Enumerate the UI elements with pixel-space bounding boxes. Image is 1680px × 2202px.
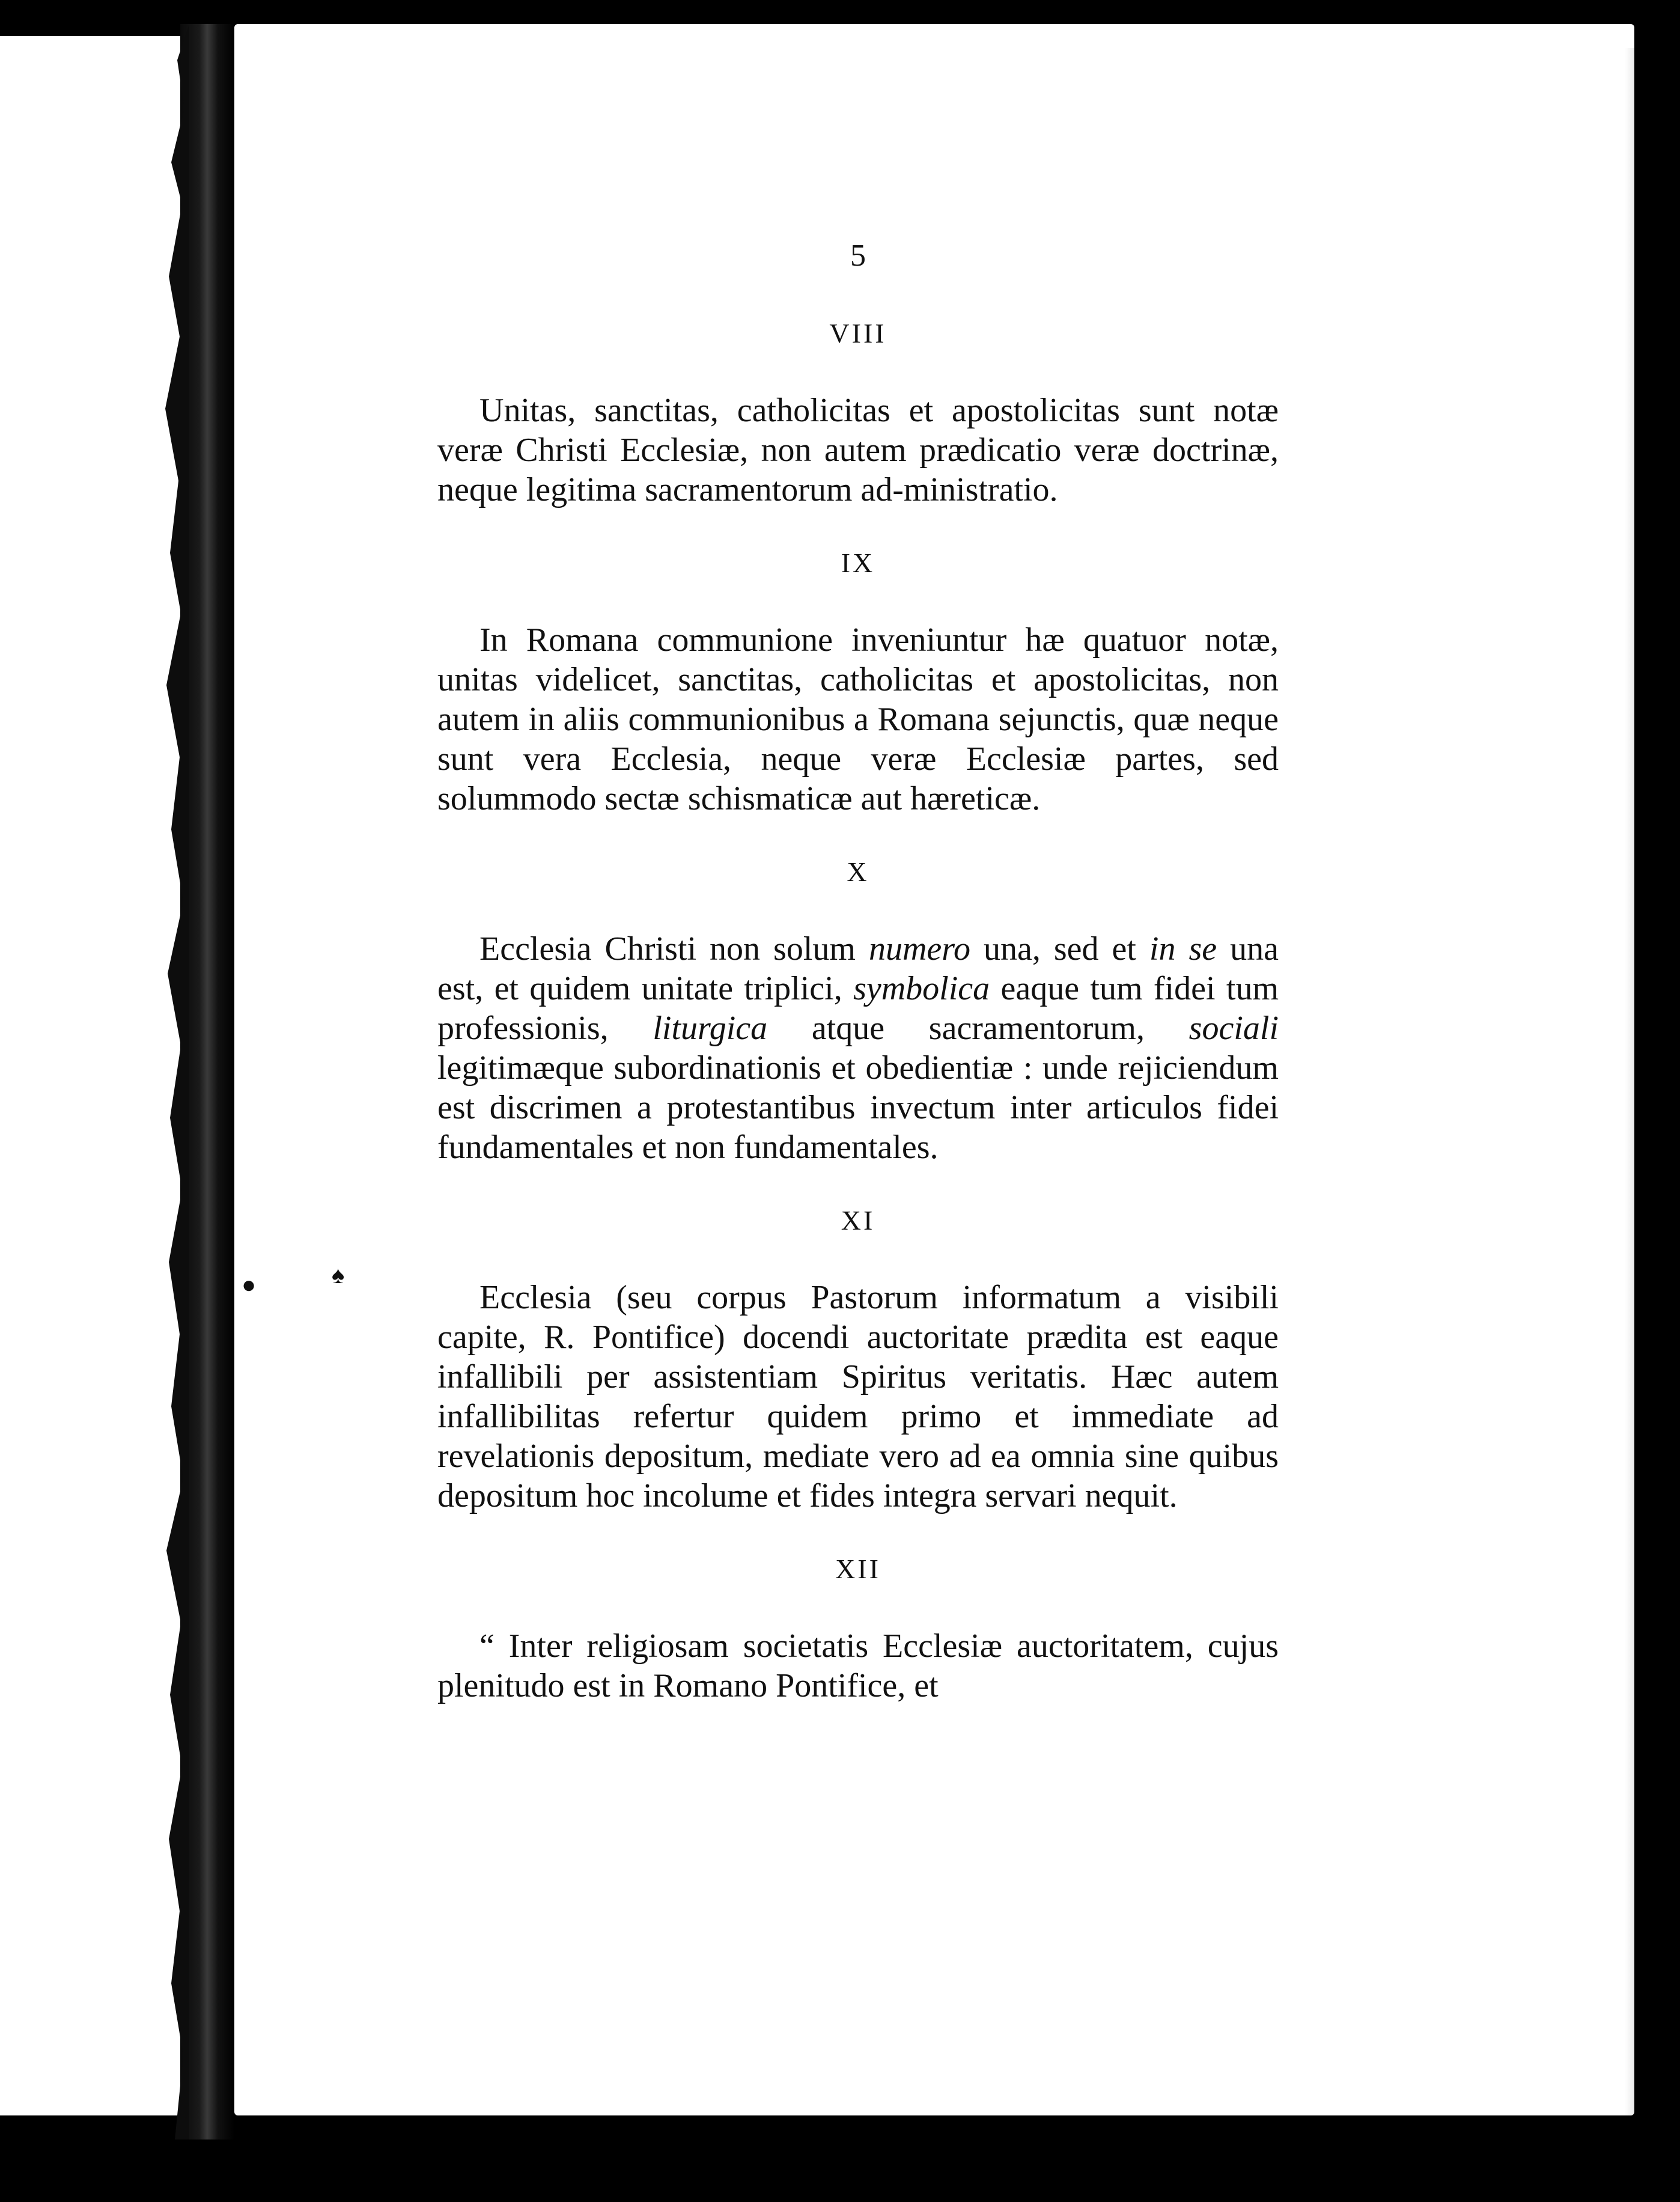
section-paragraph	[437, 391, 1279, 510]
text-run: legitimæque subordinationis et obedientiæ : unde rejiciendum est discrimen a protestantibus invectum inter articulos fidei fundamentales et non fundamentales.	[437, 1049, 1279, 1166]
torn-edge-decoration	[153, 24, 189, 2139]
section-paragraph	[437, 1626, 1279, 1706]
section-heading: X	[847, 856, 869, 887]
margin-dot-mark: ●	[242, 1271, 257, 1298]
page-number: 5	[850, 239, 866, 273]
section-paragraph	[437, 1278, 1279, 1516]
text-run: Ecclesia (seu corpus Pastorum informatum a visibili capite, R. Pontifice) docendi auctoritate prædita est eaque infallibili per assistentiam Spiritus veritatis. Hæc autem infallibilitas refertur quidem primo et immediate ad revelationis depositum, mediate vero ad ea omnia sine quibus depositum hoc incolume et fides integra servari nequit.	[437, 1279, 1279, 1514]
section-heading: XI	[841, 1205, 875, 1236]
italic-term: liturgica	[653, 1010, 768, 1047]
text-run: Ecclesia Christi non solum	[479, 930, 869, 968]
italic-term: numero	[868, 930, 970, 968]
section-paragraph	[437, 929, 1279, 1167]
book-page	[234, 24, 1634, 2115]
text-run: una est, et quidem unitate triplici,	[437, 930, 1279, 1007]
section-heading: IX	[841, 547, 875, 578]
margin-fleuron-mark: ♠	[332, 1261, 345, 1289]
text-run: Unitas, sanctitas, catholicitas et apostolicitas sunt notæ veræ Christi Ecclesiæ, non autem prædicatio veræ doctrinæ, neque legitima sacramentorum ad-ministratio.	[437, 392, 1279, 508]
section-paragraph	[437, 620, 1279, 819]
text-run: eaque tum fidei tum professionis,	[437, 970, 1279, 1047]
text-run: In Romana communione inveniuntur hæ quatuor notæ, unitas videlicet, sanctitas, catholicitas et apostolicitas, non autem in aliis communionibus a Romana sejunctis, quæ neque sunt vera Ecclesia, neque veræ Ecclesiæ partes, sed solummodo sectæ schismaticæ aut hæreticæ.	[437, 621, 1279, 817]
italic-term: in se	[1149, 930, 1217, 968]
text-run: “ Inter religiosam societatis Ecclesiæ auctoritatem, cujus plenitudo est in Romano Pontifice, et	[437, 1627, 1279, 1704]
page-shade	[1625, 48, 1634, 2115]
section-heading: XII	[835, 1554, 881, 1584]
page-content	[437, 240, 1279, 1745]
section-heading: VIII	[829, 318, 887, 349]
text-run: atque sacramentorum,	[767, 1010, 1189, 1047]
sections-container	[437, 320, 1279, 1706]
italic-term: sociali	[1188, 1010, 1279, 1047]
text-run: una, sed et	[970, 930, 1149, 968]
italic-term: symbolica	[853, 970, 990, 1007]
